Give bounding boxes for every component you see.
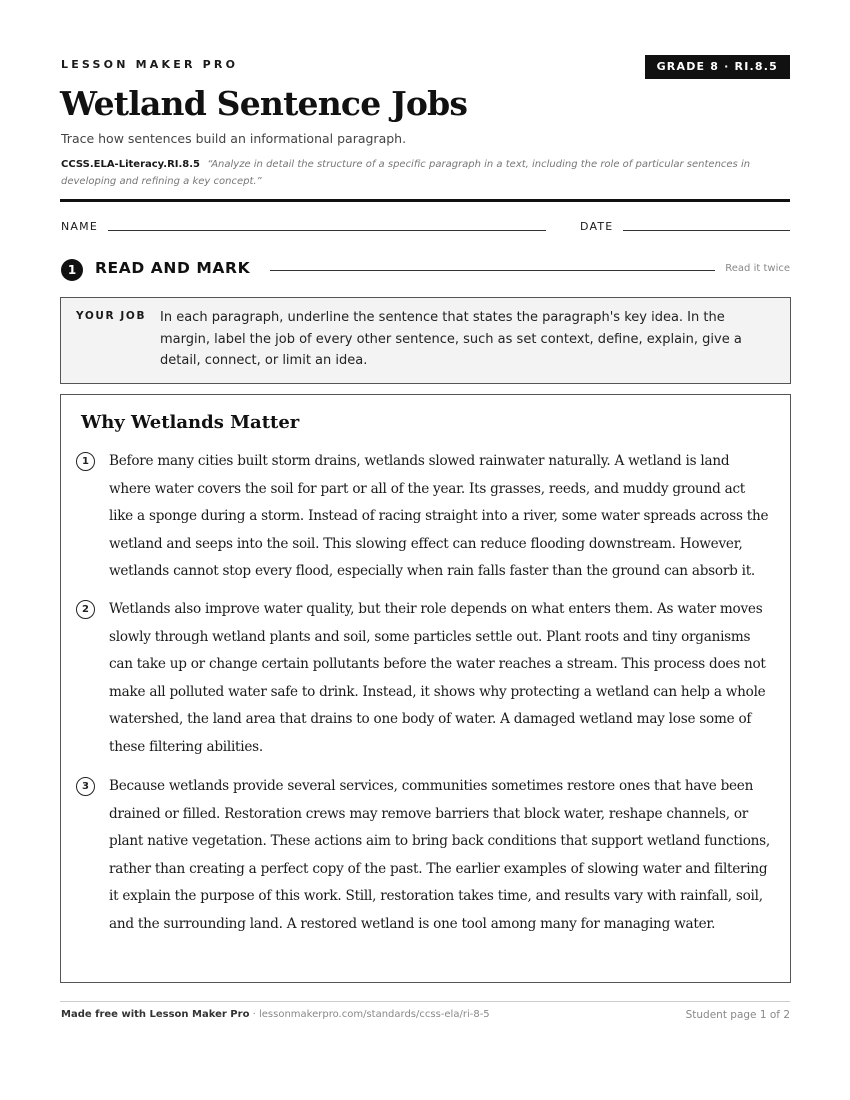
footer-separator: ·	[249, 1009, 259, 1020]
instructions-box	[60, 297, 791, 384]
section-divider	[270, 270, 715, 271]
paragraph-text: Because wetlands provide several services, communities sometimes restore ones that have been drained or filled. Restoration crews may remove barriers that block water, reshape channels, or plant native vegetation. These actions aim to bring back conditions that support wetland functions, rather than creating a perfect copy of the past. The earlier examples of slowing water and filtering it explain the purpose of this work. Still, restoration takes time, and results vary with rainfall, soil, and the surrounding land. A restored wetland is one tool among many for managing water.	[109, 778, 770, 932]
paragraph-number: 2	[76, 600, 95, 619]
footer-credit	[61, 1009, 490, 1020]
section-title: READ AND MARK	[95, 259, 251, 277]
name-label: NAME	[61, 220, 98, 233]
grade-badge: GRADE 8 · RI.8.5	[645, 55, 790, 79]
paragraph-number: 1	[76, 452, 95, 471]
section-number: 1	[61, 259, 83, 281]
worksheet-title: Wetland Sentence Jobs	[60, 84, 468, 123]
date-label: DATE	[580, 220, 614, 233]
paragraph-number: 3	[76, 777, 95, 796]
footer-divider	[60, 1001, 790, 1002]
instructions-text: In each paragraph, underline the sentence that states the paragraph's key idea. In the margin, label the job of every other sentence, such as set context, define, explain, give a detail, connect, or limit an idea.	[160, 310, 742, 368]
footer-made-label: Made free with Lesson Maker Pro	[61, 1009, 250, 1020]
page-indicator: Student page 1 of 2	[685, 1009, 790, 1021]
standard-quote: “Analyze in detail the structure of a specific paragraph in a text, including the role of particular sentences in developing and refining a key concept.”	[61, 159, 751, 187]
reading-passage	[60, 394, 791, 983]
header-divider	[60, 199, 790, 202]
name-field[interactable]	[108, 230, 546, 231]
footer-url[interactable]: lessonmakerpro.com/standards/ccss-ela/ri-8-5	[258, 1009, 490, 1020]
standard-description	[61, 156, 761, 190]
worksheet-subtitle: Trace how sentences build an informational paragraph.	[61, 131, 407, 146]
paragraph-text: Wetlands also improve water quality, but their role depends on what enters them. As water moves slowly through wetland plants and soil, some particles settle out. Plant roots and tiny organisms can take up or change certain pollutants before the water reaches a stream. This process does not make all polluted water safe to drink. Instead, it shows why protecting a wetland can help a whole watershed, the land area that drains to one body of water. A damaged wetland may lose some of these filtering abilities.	[109, 601, 766, 755]
section-note: Read it twice	[725, 263, 790, 274]
standard-code: CCSS.ELA-Literacy.RI.8.5	[61, 159, 201, 170]
instructions-label: YOUR JOB	[76, 310, 147, 322]
paragraph-text: Before many cities built storm drains, wetlands slowed rainwater naturally. A wetland is land where water covers the soil for part or all of the year. Its grasses, reeds, and muddy ground act like a sponge during a storm. Instead of racing straight into a river, some water spreads across the wetland and seeps into the soil. This slowing effect can reduce flooding downstream. However, wetlands cannot stop every flood, especially when rain falls faster than the ground can absorb it.	[109, 453, 769, 580]
brand-name: LESSON MAKER PRO	[61, 58, 239, 71]
date-field[interactable]	[623, 230, 790, 231]
passage-title: Why Wetlands Matter	[81, 412, 300, 433]
